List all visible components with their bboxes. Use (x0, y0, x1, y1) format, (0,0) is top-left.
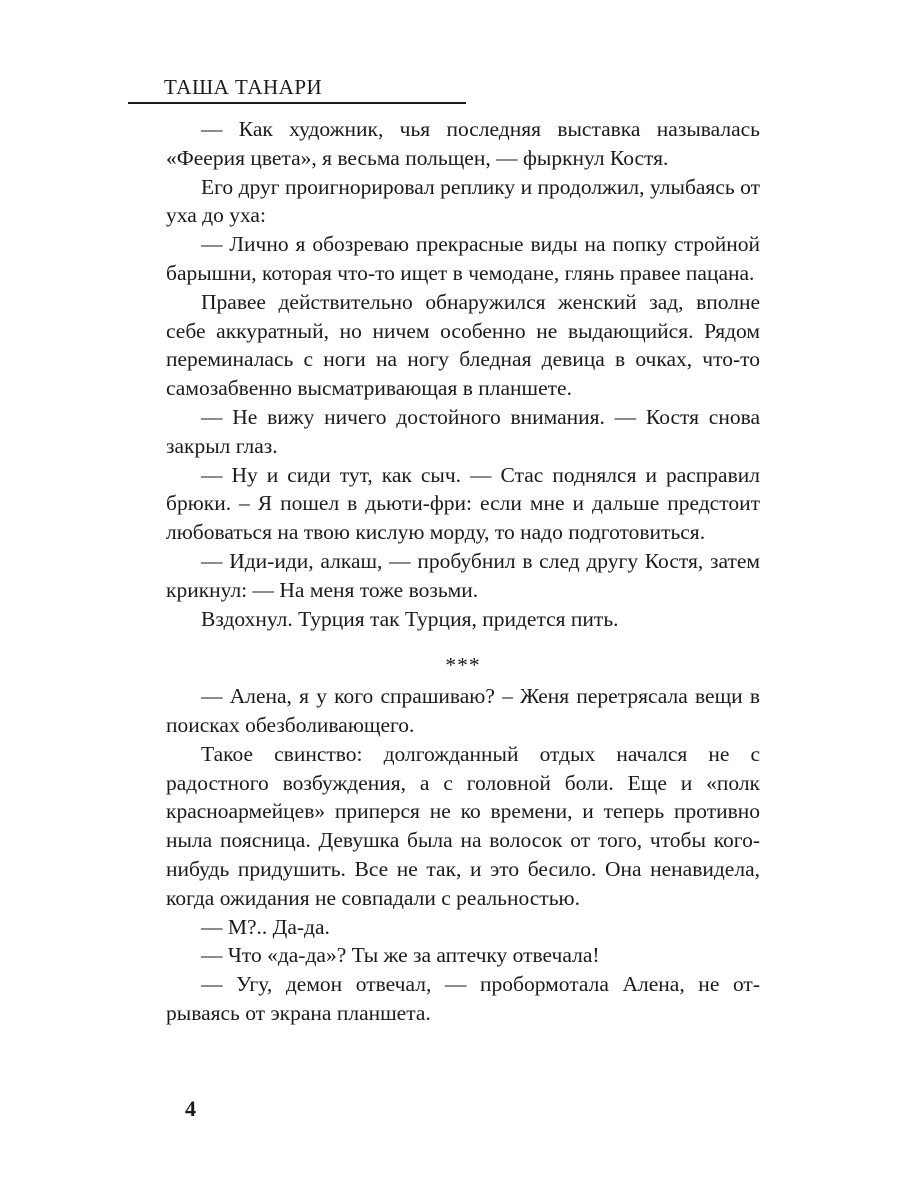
paragraph: — Иди-иди, алкаш, — пробубнил в след другу Костя, затем крикнул: — На меня тоже возьми. (166, 548, 760, 602)
paragraph: Его друг проигнорировал реплику и продолжил, улыбаясь от уха до уха: (166, 174, 760, 228)
page-number: 4 (185, 1096, 196, 1121)
paragraph: — Лично я обозреваю прекрасные виды на попку стройной барышни, которая что-то ищет в чемодане, глянь правее пацана. (166, 232, 760, 285)
body-text (166, 115, 760, 1028)
paragraph: — Алена, я у кого спрашиваю? – Женя перетрясала вещи в поисках обезболивающего. (166, 684, 760, 737)
paragraph: Такое свинство: долгожданный отдых начался не с радостного возбуждения, а с головной боли. Еще и «полк красноармейцев» приперся не ко времени, и теперь противно ныла поясница. Девушка была на волосок от того, чтобы кого-нибудь придушить. Все не так, и это бесило. Она ненавидела, когда ожидания не совпадали с реальностью. (166, 741, 760, 910)
running-head (128, 74, 466, 104)
paragraph: Правее действительно обнаружился женский зад, вполне себе аккуратный, но ничем особенно не выдающийся. Рядом переминалась с ноги на ногу бледная девица в очках, что-то самозабвенно высматривающая в планшете. (166, 289, 760, 401)
paragraph: — Как художник, чья последняя выставка называлась «Феерия цвета», я весьма польщен, — фыркнул Костя. (166, 117, 760, 170)
paragraph: — Не вижу ничего достойного внимания. — Костя снова закрыл глаз. (166, 404, 760, 458)
paragraph: — М?.. Да-да. (201, 914, 330, 939)
paragraph: — Ну и сиди тут, как сыч. — Стас поднялся и расправил брюки. – Я пошел в дьюти-фри: если мне и дальше предстоит любоваться на твою кислую морду, то надо подготовиться. (166, 462, 760, 545)
author-name: ТАША ТАНАРИ (164, 75, 323, 99)
paragraph: — Угу, демон отвечал, — пробормотала Алена, не отрываясь от экрана планшета. (166, 972, 760, 1025)
section-separator: *** (445, 653, 481, 678)
paragraph: — Что «да-да»? Ты же за аптечку отвечала! (201, 943, 600, 968)
paragraph: Вздохнул. Турция так Турция, придется пить. (201, 606, 619, 631)
